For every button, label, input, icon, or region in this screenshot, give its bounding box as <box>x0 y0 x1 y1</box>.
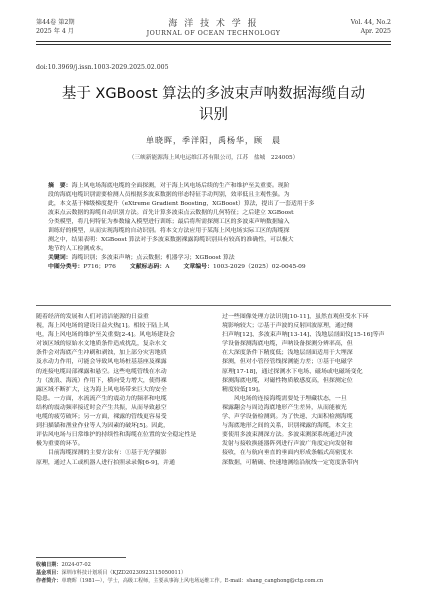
abstract-line: 波束点云数据的海缆自动识别方法。首先计算多波束点云数据的几何特征；之后建立 XGBoost <box>48 210 294 217</box>
body-text-line: 结构的震动频率接近时会产生共振，从而导致悬空 <box>36 403 167 411</box>
title-line: 基于 XGBoost 算法的多波束声呐数据海缆自动 <box>61 86 366 102</box>
body-text-line: 探测海底电缆，对磁性物质敏感度高，但探测定位 <box>222 376 353 384</box>
body-text-line: 探测，但对小管径管线探测能力差；③基于电磁学 <box>222 358 353 366</box>
authors: 单晓晖，季洋阳，禹杨华，顾 晨 <box>146 136 281 145</box>
body-text-line: 裸露翻会与周边海底地形产生差异，从而能被光 <box>222 403 347 411</box>
abstract-line: 摘 要：海上风电场海底电缆的全面探测，对于海上风电场后续的生产和维护至关重要。现阶 <box>48 183 290 189</box>
body-text-line: 与海底地形之间的关系，识别裸露的海缆，本文主 <box>222 422 353 430</box>
body-text-line: 要使用多波束测深方法。多波束测深系统通过声波 <box>222 431 353 439</box>
footnote <box>36 561 391 586</box>
abstract-divider <box>36 305 391 306</box>
body-text-line: 接收，在与航向垂直的垂面内形成条幅式高密度水 <box>222 449 353 457</box>
header-rule-thick <box>36 41 391 42</box>
keywords: 关键词：海缆识别；多波束声呐；点云数据；机器学习；XGBoost 算法 <box>48 255 235 262</box>
received-date: 收稿日期：2024-07-02 <box>36 562 91 568</box>
keywords-label: 关键词： <box>48 255 72 262</box>
footnote-rule <box>36 557 126 558</box>
body-text-line: 极为重要的环节。 <box>36 440 84 448</box>
author-bio: 作者简介：单晓晖（1981—），学士，高级工程师，主要从事海上风电场运维工作。E-mail：shang_canghong@ctg.com.cn <box>36 578 324 585</box>
body-text-line: 露区域不断扩大，这为海上风电场带来巨大的安全 <box>36 385 167 393</box>
abstract-line: 分类模型，将几何特征为参数输入模型进行训练；最后将所需探测工区的多波束声呐数据输入 <box>48 219 290 226</box>
paper-title <box>40 84 387 126</box>
article-no-label: 文章编号： <box>183 264 213 271</box>
header-right <box>351 18 391 36</box>
body-text-line: 过一些图像处理方法识别[10-11]，虽然直观但受水下环 <box>222 313 369 320</box>
body-text-line: 电，海上风电场的维护至关重要[2-4]。风电场建设会 <box>36 331 175 339</box>
article-no-value: 1003-2029（2025）02-0045-09 <box>212 264 306 271</box>
clc-value: P716；P76 <box>83 264 116 271</box>
body-text-line: 随着经济的发展和人们对清洁能源的日益重 <box>36 313 149 320</box>
body-text-line: 的连接电缆局部裸露和悬空。这些电缆管线在水动 <box>36 367 167 375</box>
volume-issue-cn: 第44卷 第2期 <box>36 19 75 26</box>
doi[interactable]: doi:10.3969/j.issn.1003-2029.2025.02.005 <box>36 64 169 71</box>
body-text-line: 原理[17-18]，通过探测水下电场、磁场或电磁场变化 <box>222 367 363 375</box>
body-text-line: 电缆的疲劳破坏；另一方面，裸露的管线更容易受 <box>36 413 167 421</box>
body-text-line: 及水动力作用，可能会导致风电场桩基基座及裸露 <box>36 358 167 366</box>
abstract-block <box>48 182 379 272</box>
abstract-line: 此，本文基于梯级梯度提升（eXtreme Gradient Boosting，XGBoost）算法，提出了一套适用于多 <box>48 201 315 208</box>
body-text-line: 深数据，可精确、快速地测绘沿航线一定宽度条带内 <box>222 458 359 466</box>
body-text-line: 评估风电场与日常维护的持续性和海缆在位置的安全稳定性是 <box>36 431 197 439</box>
classification-row <box>48 263 379 272</box>
abstract-line: 训练好的模型，从而实现海缆的自动识别。将本文方法应用于某海上风电场实际工区的海缆探 <box>48 228 290 235</box>
body-text-line: 到扫描锚和渔业作业等人为因素的破坏[5]。因此， <box>36 422 170 430</box>
abstract-label: 摘 要： <box>48 183 72 189</box>
body-text-line: 在大深度条件下精度低；浅地层剖面适用于大埋深 <box>222 349 353 357</box>
doc-code-label: 文献标志码： <box>129 264 166 271</box>
title-line: 识别 <box>199 107 228 123</box>
doc-code-value: A <box>165 264 170 271</box>
clc-label: 中图分类号： <box>48 264 84 271</box>
journal-name-cn: 海 洋 技 术 学 报 <box>168 19 259 29</box>
body-column-right <box>222 312 392 467</box>
abstract-line: 段的海底电缆识别需要检测人员根据多波束数据的形态特征手动判别，效率低且主观性强。为 <box>48 192 290 199</box>
fund-info: 基金项目：深圳市科技计划项目（KJZD20230923115050011） <box>36 570 187 577</box>
date-en: Apr. 2025 <box>360 28 391 35</box>
abstract-line: 测之中，结果表明：XGBoost 算法对于多波束数据裸露海缆识别具有较高的准确性，可以极大 <box>48 237 294 244</box>
body-text-line: 扫声呐[12]、多波束声呐[13-14]、浅地层剖面仪[15-16]等声 <box>222 331 385 339</box>
body-text-line: 发射与接收换能器阵列进行声波广角度定向发射和 <box>222 440 353 448</box>
body-text-line: 学、声学设备检测到。为了快速、大面积检测海缆 <box>222 413 353 421</box>
body-text-line: 风电场的连接海缆需要处于埋藏状态，一旦 <box>222 394 347 402</box>
body-text-line: 视，海上风电场的建设日益火热[1]。相较于陆上风 <box>36 322 170 330</box>
body-text-line: 境影响较大；②基于声波的反射回波原理，通过侧 <box>222 322 353 330</box>
body-text-line: 隐患。一方面，水流流产生的震动力的频率和电缆 <box>36 394 167 402</box>
affiliation: （三峡新能源海上风电运维江苏有限公司，江苏 盐城 224005） <box>128 155 299 161</box>
journal-name-en: JOURNAL OF OCEAN TECHNOLOGY <box>146 30 281 37</box>
abstract-line: 地节约人工检测成本。 <box>48 246 107 253</box>
body-text-line: 目前海缆探测的主要方法有：①基于光学摄影 <box>36 449 167 457</box>
volume-issue-en: Vol. 44, No.2 <box>350 19 391 26</box>
body-text-line: 力（波浪、海流）作用下，横向受力增大，使得裸 <box>36 376 167 384</box>
body-text-line: 对该区域的原始水文地质条件造成扰乱，复杂水文 <box>36 340 167 348</box>
body-text-line: 学设备探测海底电缆，声呐设备探测分辨率高，但 <box>222 340 353 348</box>
body-text-line: 条件会对海底产生冲刷和剥蚀，加上部分灾害地质 <box>36 349 167 357</box>
body-column-left <box>36 312 206 467</box>
header-rule-thin <box>36 44 391 45</box>
date-cn: 2025 年 4 月 <box>36 28 74 35</box>
body-text-line: 原理，通过人工或机器人进行拍照录录像[6-9]，并通 <box>36 458 175 466</box>
body-text-line: 精度较低[19]。 <box>222 385 264 393</box>
